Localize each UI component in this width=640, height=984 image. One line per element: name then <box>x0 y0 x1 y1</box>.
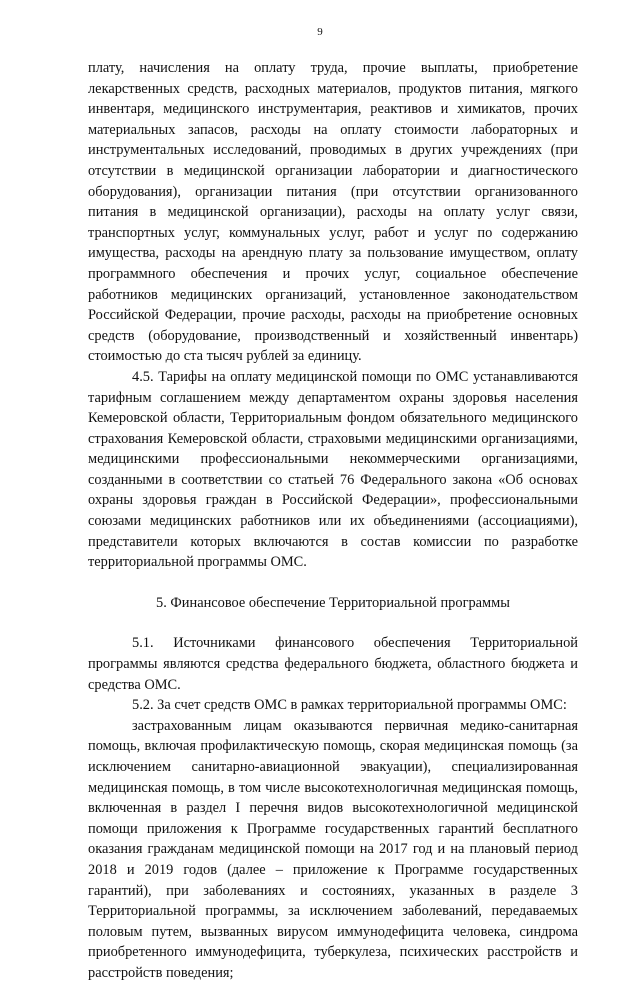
paragraph-continuation: плату, начисления на оплату труда, прочие выплаты, приобретение лекарственных средств, расходных материалов, продуктов питания, мягкого инвентаря, медицинского инструментария, реактивов и химикатов, прочих материальных запасов, расходы на оплату стоимости лабораторных и инструментальных исследований, проводимых в других учреждениях (при отсутствии в медицинской организации лаборатории и диагностического оборудования), организации питания (при отсутствии организованного питания в медицинской организации), расходы на оплату услуг связи, транспортных услуг, коммунальных услуг, работ и услуг по содержанию имущества, расходы на арендную плату за пользование имуществом, оплату программного обеспечения и прочих услуг, социальное обеспечение работников медицинских организаций, установленное законодательством Российской Федерации, прочие расходы, расходы на приобретение основных средств (оборудование, производственный и хозяйственный инвентарь) стоимостью до ста тысяч рублей за единицу. <box>88 60 578 365</box>
section-heading: 5. Финансовое обеспечение Территориальной программы <box>156 594 510 611</box>
paragraph-insured-persons: застрахованным лицам оказываются первичная медико-санитарная помощь, включая профилактическую помощь, скорая медицинская помощь (за исключением санитарно-авиационной эвакуации), специализированная медицинская помощь, в том числе высокотехнологичная медицинская помощь, включенная в раздел I перечня видов высокотехнологичной медицинской помощи приложения к Программе государственных гарантий бесплатного оказания гражданам медицинской помощи на 2017 год и на плановый период 2018 и 2019 годов (далее – приложение к Программе государственных гарантий), при заболеваниях и состояниях, указанных в разделе 3 Территориальной программы, за исключением заболеваний, передаваемых половым путем, вызванных вирусом иммунодефицита человека, синдрома приобретенного иммунодефицита, туберкулеза, психических расстройств и расстройств поведения; <box>88 717 578 981</box>
document-body <box>88 58 578 984</box>
page-number: 9 <box>317 26 323 38</box>
paragraph-5-2: 5.2. За счет средств ОМС в рамках территориальной программы ОМС: <box>132 697 567 714</box>
paragraph-5-1: 5.1. Источниками финансового обеспечения Территориальной программы являются средства федерального бюджета, областного бюджета и средства ОМС. <box>88 635 578 693</box>
paragraph-4-5: 4.5. Тарифы на оплату медицинской помощи по ОМС устанавливаются тарифным соглашением между департаментом охраны здоровья населения Кемеровской области, Территориальным фондом обязательного медицинского страхования Кемеровской области, страховыми медицинскими организациями, медицинскими профессиональными некоммерческими организациями, созданными в соответствии со статьей 76 Федерального закона «Об основах охраны здоровья граждан в Российской Федерации», профессиональными союзами медицинских работников или их объединениями (ассоциациями), представители которых включаются в состав комиссии по разработке территориальной программы ОМС. <box>88 368 578 571</box>
